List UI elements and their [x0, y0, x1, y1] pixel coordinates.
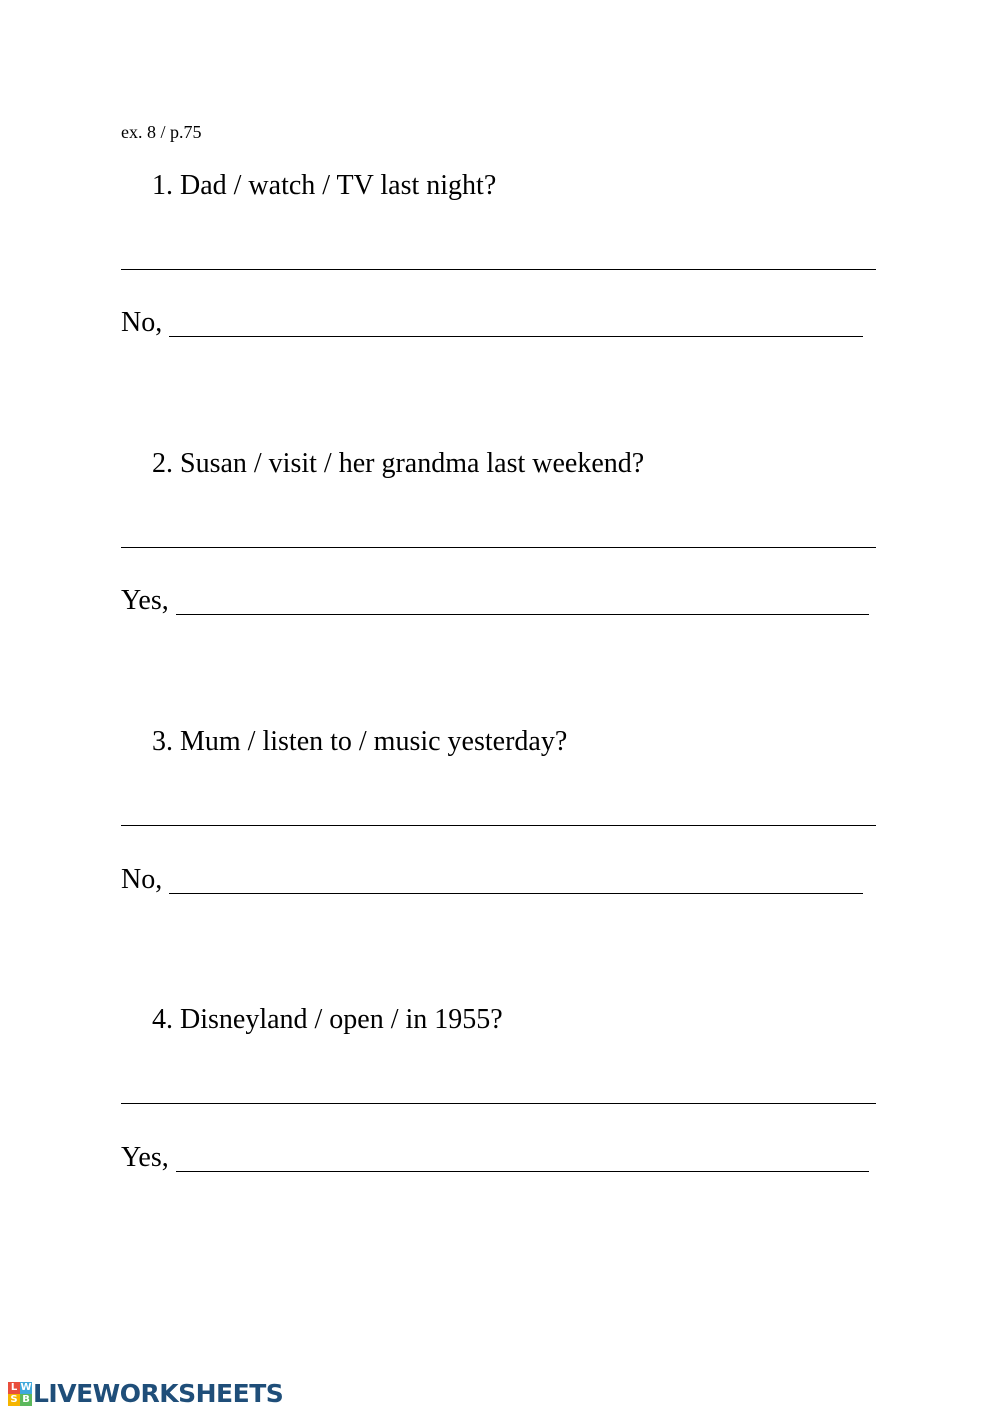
- short-answer-2: [121, 584, 869, 618]
- logo-tile-2: W: [20, 1382, 32, 1393]
- liveworksheets-logo-icon: [8, 1382, 32, 1406]
- short-answer-2-blank[interactable]: [176, 614, 869, 615]
- short-answer-1-blank[interactable]: [169, 336, 863, 337]
- logo-tile-4: B: [20, 1394, 32, 1406]
- logo-tile-3: S: [8, 1394, 20, 1406]
- question-3: 3. Mum / listen to / music yesterday?: [152, 726, 568, 757]
- exercise-reference: ex. 8 / p.75: [121, 122, 202, 142]
- short-answer-1-word: No,: [121, 307, 163, 338]
- answer-line-4[interactable]: [121, 1103, 876, 1104]
- short-answer-4: [121, 1141, 869, 1175]
- short-answer-3-blank[interactable]: [169, 893, 863, 894]
- logo-tile-1: L: [8, 1382, 20, 1394]
- answer-line-2[interactable]: [121, 547, 876, 548]
- short-answer-3-word: No,: [121, 864, 163, 895]
- short-answer-2-word: Yes,: [121, 585, 169, 616]
- short-answer-4-blank[interactable]: [176, 1171, 869, 1172]
- short-answer-1: [121, 306, 863, 340]
- answer-line-1[interactable]: [121, 269, 876, 270]
- question-1: 1. Dad / watch / TV last night?: [152, 170, 497, 201]
- question-4: 4. Disneyland / open / in 1955?: [152, 1004, 503, 1035]
- short-answer-3: [121, 863, 863, 897]
- question-2: 2. Susan / visit / her grandma last weekend?: [152, 448, 645, 479]
- liveworksheets-brand[interactable]: [8, 1379, 283, 1409]
- brand-name: LIVEWORKSHEETS: [33, 1379, 284, 1408]
- short-answer-4-word: Yes,: [121, 1142, 169, 1173]
- answer-line-3[interactable]: [121, 825, 876, 826]
